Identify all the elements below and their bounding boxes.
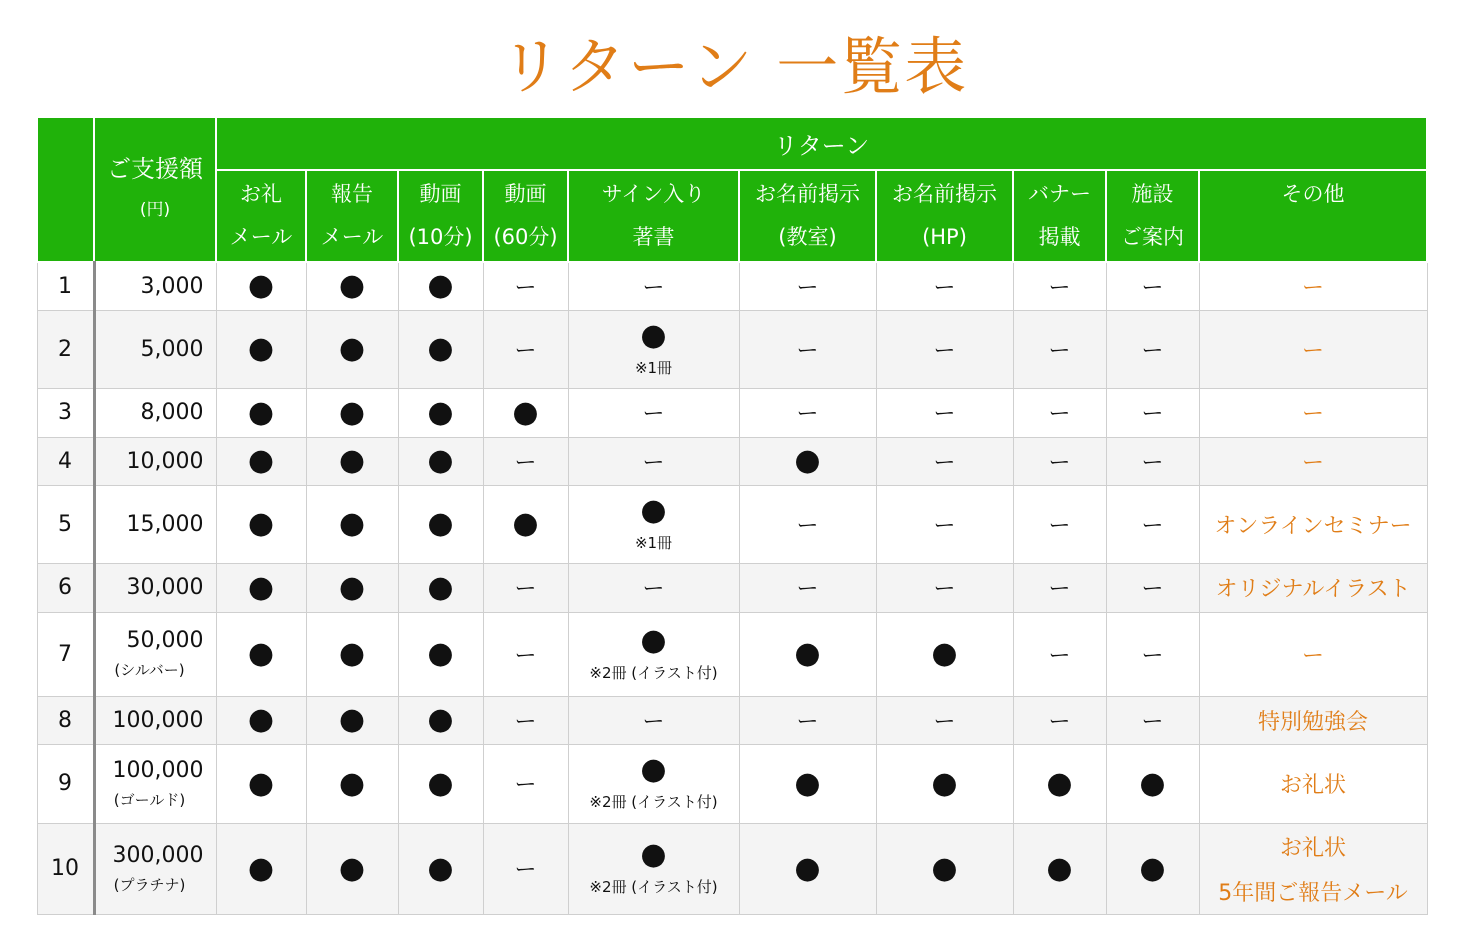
row-number: 7	[37, 612, 94, 696]
included-mark: ●	[338, 850, 366, 886]
return-cell	[216, 437, 306, 485]
support-amount-value: 15,000	[126, 511, 204, 537]
column-header-line2: ご案内	[1121, 225, 1184, 249]
not-included-mark: ー	[514, 773, 537, 798]
return-cell	[483, 437, 568, 485]
not-included-mark: ー	[933, 450, 956, 476]
other-return-text: ー	[1302, 643, 1325, 669]
included-mark: ●	[427, 331, 454, 366]
return-cell	[483, 823, 568, 914]
row-number: 3	[37, 388, 94, 437]
column-header	[216, 170, 306, 262]
not-included-mark: ー	[642, 450, 665, 476]
return-cell	[876, 612, 1013, 696]
included-mark: ●	[247, 765, 275, 801]
other-return-text: 特別勉強会	[1258, 709, 1369, 735]
return-cell	[483, 310, 568, 388]
return-cell	[1106, 388, 1199, 437]
returns-group-header: リターン	[216, 117, 1427, 170]
not-included-mark: ー	[1141, 643, 1164, 669]
column-header-line2: (10分)	[408, 225, 473, 249]
column-header-line1: お礼	[240, 182, 282, 206]
row-number: 8	[37, 696, 94, 744]
support-amount	[94, 437, 216, 485]
included-mark: ●	[794, 636, 821, 671]
returns-table	[36, 116, 1428, 915]
tier-name: (シルバー)	[114, 661, 185, 679]
included-mark: ●	[427, 268, 454, 304]
return-cell	[568, 563, 739, 612]
not-included-mark: ー	[1141, 513, 1164, 539]
return-cell	[876, 310, 1013, 388]
row-number: 4	[37, 437, 94, 485]
included-mark: ●	[338, 331, 366, 366]
return-cell	[876, 437, 1013, 485]
table-row	[37, 485, 1427, 563]
not-included-mark: ー	[514, 643, 537, 669]
not-included-mark: ー	[642, 402, 665, 427]
return-cell	[1106, 823, 1199, 914]
return-cell	[1013, 437, 1106, 485]
not-included-mark: ー	[1048, 402, 1071, 427]
not-included-mark: ー	[1141, 450, 1164, 476]
column-header-line2: 著書	[632, 225, 675, 249]
included-mark: ●	[794, 443, 821, 478]
not-included-mark: ー	[796, 577, 819, 602]
not-included-mark: ー	[1048, 709, 1071, 735]
support-amount	[94, 612, 216, 696]
row-number: 5	[37, 485, 94, 563]
return-cell	[739, 823, 876, 914]
included-mark: ●	[247, 569, 275, 605]
return-cell	[1013, 563, 1106, 612]
return-cell	[306, 563, 398, 612]
support-amount-value: 100,000	[112, 707, 204, 733]
return-cell	[1013, 823, 1106, 914]
included-mark: ●	[640, 492, 667, 528]
support-amount-value: 100,000	[112, 757, 204, 783]
column-header	[1013, 170, 1106, 262]
return-cell	[483, 388, 568, 437]
return-cell	[1106, 696, 1199, 744]
return-cell	[1013, 612, 1106, 696]
return-cell	[1106, 744, 1199, 823]
return-cell	[216, 310, 306, 388]
return-cell	[1106, 563, 1199, 612]
included-mark: ●	[247, 331, 275, 366]
return-cell	[483, 262, 568, 310]
row-number-header	[37, 117, 94, 262]
not-included-mark: ー	[1141, 402, 1164, 427]
row-number: 10	[37, 823, 94, 914]
not-included-mark: ー	[514, 450, 537, 476]
table-row	[37, 563, 1427, 612]
column-header-line1: サイン入り	[601, 182, 706, 206]
included-mark: ●	[794, 850, 821, 886]
included-mark: ●	[931, 765, 958, 801]
return-cell	[876, 485, 1013, 563]
not-included-mark: ー	[796, 275, 819, 301]
column-header-line2: (HP)	[922, 225, 967, 249]
included-mark: ●	[427, 443, 454, 478]
included-mark: ●	[427, 394, 454, 430]
included-mark: ●	[640, 837, 667, 872]
included-mark: ●	[1139, 850, 1166, 886]
return-cell	[1106, 310, 1199, 388]
return-cell	[1013, 744, 1106, 823]
return-cell	[398, 262, 483, 310]
not-included-mark: ー	[933, 275, 956, 301]
not-included-mark: ー	[1048, 338, 1071, 364]
included-mark: ●	[1046, 850, 1073, 886]
included-mark: ●	[247, 636, 275, 671]
other-return	[1199, 696, 1427, 744]
included-mark: ●	[247, 268, 275, 304]
included-mark: ●	[247, 850, 275, 886]
not-included-mark: ー	[933, 709, 956, 735]
return-cell	[1013, 388, 1106, 437]
not-included-mark: ー	[514, 577, 537, 602]
column-header-line2: 掲載	[1038, 225, 1081, 249]
column-header	[398, 170, 483, 262]
included-mark: ●	[794, 765, 821, 801]
return-cell	[1106, 437, 1199, 485]
table-row	[37, 823, 1427, 914]
column-header	[876, 170, 1013, 262]
return-cell	[739, 612, 876, 696]
column-header	[739, 170, 876, 262]
return-cell	[216, 388, 306, 437]
support-amount-value: 5,000	[140, 336, 204, 362]
not-included-mark: ー	[1048, 577, 1071, 602]
not-included-mark: ー	[1048, 643, 1071, 669]
return-cell	[398, 563, 483, 612]
return-cell	[568, 310, 739, 388]
return-cell	[216, 744, 306, 823]
column-header	[306, 170, 398, 262]
book-note: ※2冊 (イラスト付)	[589, 663, 718, 682]
return-cell	[216, 823, 306, 914]
table-row	[37, 388, 1427, 437]
return-cell	[306, 612, 398, 696]
included-mark: ●	[338, 268, 366, 304]
table-row	[37, 437, 1427, 485]
tier-name: (プラチナ)	[113, 875, 186, 894]
included-mark: ●	[1139, 765, 1166, 801]
other-return	[1199, 485, 1427, 563]
column-header-line1: お名前掲示	[755, 182, 860, 206]
other-return-text: ー	[1302, 450, 1325, 476]
return-cell	[568, 485, 739, 563]
return-cell	[398, 612, 483, 696]
included-mark: ●	[427, 765, 454, 801]
book-note: ※2冊 (イラスト付)	[589, 878, 718, 896]
included-mark: ●	[1046, 765, 1073, 801]
other-return-text: オリジナルイラスト	[1215, 577, 1411, 602]
included-mark: ●	[427, 569, 454, 605]
included-mark: ●	[247, 394, 275, 430]
return-cell	[216, 262, 306, 310]
not-included-mark: ー	[796, 709, 819, 735]
tier-name: (ゴールド)	[113, 790, 186, 809]
column-header-line2: メール	[229, 225, 293, 249]
return-cell	[398, 437, 483, 485]
book-note: ※2冊 (イラスト付)	[589, 793, 718, 811]
other-return	[1199, 388, 1427, 437]
return-cell	[306, 437, 398, 485]
return-cell	[306, 696, 398, 744]
included-mark: ●	[512, 394, 539, 430]
return-cell	[398, 485, 483, 563]
included-mark: ●	[247, 506, 275, 541]
return-cell	[306, 823, 398, 914]
return-cell	[398, 310, 483, 388]
support-amount	[94, 485, 216, 563]
not-included-mark: ー	[796, 513, 819, 539]
not-included-mark: ー	[1141, 577, 1164, 602]
table-row	[37, 744, 1427, 823]
table-row	[37, 262, 1427, 310]
column-header-line1: 報告	[331, 182, 373, 206]
not-included-mark: ー	[514, 275, 537, 301]
included-mark: ●	[427, 636, 454, 671]
return-cell	[306, 485, 398, 563]
amount-header-unit: (円)	[139, 200, 171, 220]
not-included-mark: ー	[933, 402, 956, 427]
not-included-mark: ー	[514, 858, 537, 883]
return-cell	[1106, 485, 1199, 563]
return-cell	[876, 388, 1013, 437]
not-included-mark: ー	[642, 577, 665, 602]
return-cell	[739, 437, 876, 485]
return-cell	[483, 612, 568, 696]
return-cell	[568, 388, 739, 437]
other-return-text: ー	[1302, 338, 1325, 364]
not-included-mark: ー	[933, 577, 956, 602]
return-cell	[483, 744, 568, 823]
column-header	[1106, 170, 1199, 262]
return-cell	[306, 262, 398, 310]
included-mark: ●	[338, 569, 366, 605]
return-cell	[1106, 262, 1199, 310]
return-cell	[739, 310, 876, 388]
amount-header	[94, 117, 216, 262]
return-cell	[483, 696, 568, 744]
return-cell	[876, 823, 1013, 914]
other-return	[1199, 744, 1427, 823]
included-mark: ●	[512, 506, 539, 541]
column-header-line2: メール	[320, 225, 384, 249]
included-mark: ●	[247, 702, 275, 737]
other-return	[1199, 262, 1427, 310]
support-amount	[94, 563, 216, 612]
row-number: 6	[37, 563, 94, 612]
return-cell	[739, 696, 876, 744]
return-cell	[1013, 696, 1106, 744]
return-cell	[306, 310, 398, 388]
column-header-line2: (60分)	[493, 225, 558, 249]
other-return-text: お礼状	[1280, 773, 1347, 798]
return-cell	[739, 485, 876, 563]
return-cell	[398, 823, 483, 914]
other-return-text: ー	[1302, 402, 1325, 427]
not-included-mark: ー	[1141, 338, 1164, 364]
return-cell	[568, 744, 739, 823]
support-amount-value: 300,000	[112, 842, 204, 868]
table-row	[37, 310, 1427, 388]
not-included-mark: ー	[642, 709, 665, 735]
amount-header-label: ご支援額	[107, 155, 203, 183]
row-number: 1	[37, 262, 94, 310]
included-mark: ●	[338, 394, 366, 430]
other-return-text: お礼状	[1280, 835, 1347, 861]
not-included-mark: ー	[514, 338, 537, 364]
other-return	[1199, 563, 1427, 612]
included-mark: ●	[427, 506, 454, 541]
support-amount-value: 3,000	[140, 273, 204, 299]
other-return	[1199, 823, 1427, 914]
return-cell	[739, 262, 876, 310]
column-header-line1: 施設	[1131, 182, 1174, 206]
book-note: ※1冊	[634, 358, 673, 377]
return-cell	[568, 823, 739, 914]
not-included-mark: ー	[1048, 513, 1071, 539]
other-return	[1199, 437, 1427, 485]
support-amount-value: 50,000	[126, 628, 204, 653]
support-amount-value: 30,000	[126, 575, 204, 600]
not-included-mark: ー	[1141, 275, 1164, 301]
included-mark: ●	[338, 506, 366, 541]
column-header-line1: 動画	[504, 182, 547, 206]
support-amount	[94, 744, 216, 823]
included-mark: ●	[931, 850, 958, 886]
return-cell	[483, 563, 568, 612]
column-header-line1: バナー	[1028, 182, 1091, 206]
included-mark: ●	[931, 636, 958, 671]
return-cell	[1106, 612, 1199, 696]
return-cell	[216, 485, 306, 563]
other-return-text: ー	[1302, 275, 1325, 301]
not-included-mark: ー	[514, 709, 537, 735]
return-cell	[216, 696, 306, 744]
return-cell	[568, 696, 739, 744]
return-cell	[876, 744, 1013, 823]
included-mark: ●	[640, 317, 667, 353]
book-note: ※1冊	[634, 533, 673, 552]
return-cell	[739, 388, 876, 437]
support-amount	[94, 696, 216, 744]
not-included-mark: ー	[642, 275, 665, 301]
other-return-text-2: 5年間ご報告メール	[1218, 880, 1408, 906]
return-cell	[216, 612, 306, 696]
return-cell	[876, 696, 1013, 744]
return-cell	[398, 388, 483, 437]
support-amount	[94, 310, 216, 388]
return-cell	[568, 612, 739, 696]
return-cell	[306, 388, 398, 437]
return-cell	[568, 437, 739, 485]
column-header	[1199, 170, 1427, 262]
not-included-mark: ー	[796, 338, 819, 364]
row-number: 2	[37, 310, 94, 388]
return-cell	[398, 696, 483, 744]
included-mark: ●	[338, 702, 366, 737]
row-number: 9	[37, 744, 94, 823]
return-cell	[568, 262, 739, 310]
return-cell	[1013, 485, 1106, 563]
not-included-mark: ー	[933, 513, 956, 539]
not-included-mark: ー	[1141, 709, 1164, 735]
not-included-mark: ー	[933, 338, 956, 364]
return-cell	[398, 744, 483, 823]
support-amount-value: 8,000	[140, 400, 204, 425]
support-amount	[94, 823, 216, 914]
return-cell	[739, 563, 876, 612]
column-header-line1: 動画	[419, 182, 462, 206]
support-amount	[94, 262, 216, 310]
support-amount	[94, 388, 216, 437]
table-row	[37, 612, 1427, 696]
included-mark: ●	[640, 752, 667, 787]
table-row	[37, 696, 1427, 744]
included-mark: ●	[427, 702, 454, 737]
support-amount-value: 10,000	[126, 448, 204, 474]
included-mark: ●	[247, 443, 275, 478]
included-mark: ●	[338, 765, 366, 801]
column-header-line1: その他	[1281, 182, 1345, 206]
return-cell	[1013, 262, 1106, 310]
included-mark: ●	[640, 622, 667, 658]
not-included-mark: ー	[796, 402, 819, 427]
other-return	[1199, 310, 1427, 388]
not-included-mark: ー	[1048, 450, 1071, 476]
column-header	[568, 170, 739, 262]
return-cell	[306, 744, 398, 823]
column-header	[483, 170, 568, 262]
return-cell	[739, 744, 876, 823]
not-included-mark: ー	[1048, 275, 1071, 301]
included-mark: ●	[338, 636, 366, 671]
other-return	[1199, 612, 1427, 696]
column-header-line1: お名前掲示	[892, 182, 997, 206]
other-return-text: オンラインセミナー	[1214, 513, 1412, 539]
return-cell	[1013, 310, 1106, 388]
return-cell	[216, 563, 306, 612]
included-mark: ●	[427, 850, 454, 886]
return-cell	[483, 485, 568, 563]
return-cell	[876, 563, 1013, 612]
return-cell	[876, 262, 1013, 310]
page-title: リターン 一覧表	[499, 30, 969, 103]
included-mark: ●	[338, 443, 366, 478]
column-header-line2: (教室)	[778, 225, 837, 249]
